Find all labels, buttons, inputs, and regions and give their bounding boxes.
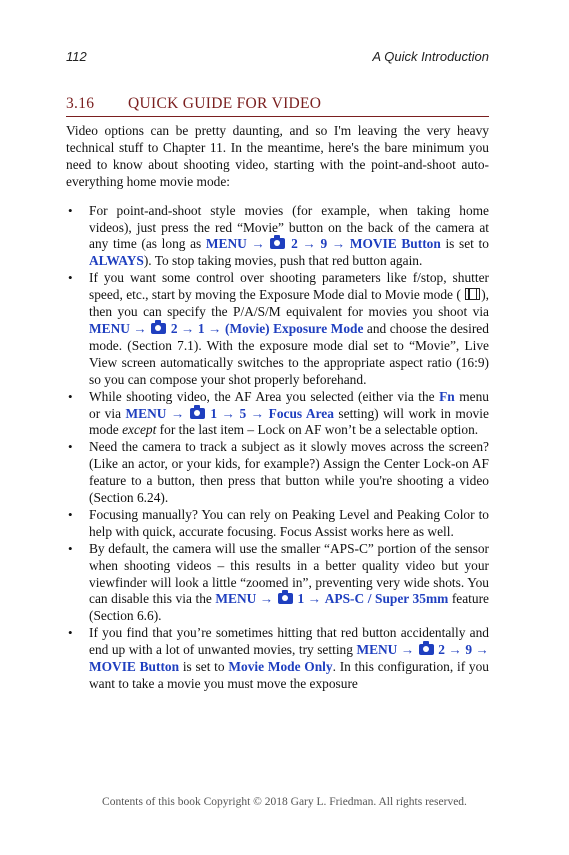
bullet-text: ). To stop taking movies, push that red button again. [143, 253, 423, 269]
menu-item-name: Focus Area [268, 405, 334, 421]
camera-icon [278, 593, 293, 604]
bullet-text: . In this configuration, if you want to take a movie you must move the exposure [89, 659, 490, 691]
bullet-text: setting) will work in movie mode [89, 405, 489, 438]
bullet-text: and choose the desired mode. (Section 7.1). With the exposure mode dial set to “Movie”, Live View screen automatically switches to the appropriate aspect ratio (16:9) so you can compose your shot properly beforehand. [89, 320, 489, 387]
menu-item-name: MOVIE Button [349, 236, 441, 252]
menu-tab-number: 2 [291, 236, 298, 252]
menu-tab-number: 2 [438, 642, 445, 658]
camera-icon [190, 408, 205, 419]
page-body [66, 123, 489, 693]
camera-icon [270, 238, 285, 249]
right-arrow-icon: → [400, 642, 415, 658]
menu-page-number: 9 [320, 236, 328, 252]
right-arrow-icon: → [307, 591, 322, 607]
menu-keyword: MENU [215, 591, 257, 607]
bullet-text: is set to [179, 659, 229, 675]
camera-icon [419, 644, 434, 655]
bullet-text: Focusing manually? You can rely on Peaking Level and Peaking Color to help with quick, accurate focusing. Focus Assist works here as well. [89, 506, 489, 539]
bullet-text: While shooting video, the AF Area you selected (either via the [89, 388, 440, 404]
right-arrow-icon: → [133, 320, 147, 336]
camera-icon [151, 323, 166, 334]
list-item [66, 270, 489, 388]
bullet-text: is set to [440, 236, 489, 252]
bullet-text: for the last item – Lock on AF won’t be a selectable option. [156, 422, 479, 438]
emphasis-text: except [122, 422, 157, 438]
movie-film-icon [465, 288, 480, 300]
right-arrow-icon: → [251, 236, 265, 252]
right-arrow-icon: → [170, 405, 185, 421]
bullet-text: If you want some control over shooting parameters like f/stop, shutter speed, etc., start by moving the Exposure Mode dial to Movie mode ( [89, 270, 489, 303]
section-title: QUICK GUIDE FOR VIDEO [128, 95, 322, 112]
list-item [66, 541, 489, 626]
menu-item-name: MOVIE Button [89, 659, 180, 675]
list-item [66, 203, 489, 271]
right-arrow-icon: → [448, 642, 462, 658]
bullet-text: Need the camera to track a subject as it slowly moves across the screen? (Like an actor, or your kids, for example?) Assign the Center Lock-on AF feature to a button, then press that button while you're shooting a video (Section 6.24). [89, 439, 489, 506]
menu-tab-number: 2 [170, 320, 178, 336]
menu-keyword: MENU [125, 405, 167, 421]
menu-page-number: 1 [197, 320, 205, 336]
menu-keyword: MENU [89, 320, 130, 336]
bullet-list [66, 203, 489, 693]
right-arrow-icon: → [331, 236, 346, 252]
bullet-text: For point-and-shoot style movies (for example, when taking home videos), just press the red “Movie” button on the back of the camera at any time (as long as [89, 202, 489, 252]
bullet-text: feature (Section 6.6). [89, 591, 489, 624]
menu-tab-number: 1 [297, 591, 305, 607]
bullet-text: If you find that you’re sometimes hitting that red button accidentally and end up with a lot of unwanted movies, try setting [89, 625, 489, 658]
list-item [66, 507, 489, 541]
right-arrow-icon: → [475, 642, 489, 658]
right-arrow-icon: → [259, 591, 274, 607]
list-item [66, 439, 489, 507]
menu-page-number: 5 [239, 405, 247, 421]
menu-keyword: MENU [356, 642, 398, 658]
bullet-text: By default, the camera will use the smaller “APS-C” portion of the sensor when shooting videos – this results in a better quality video but your viewfinder will look a little “zoomed in”, preventing very wide shots. You can disable this via the [89, 540, 489, 607]
menu-page-number: 9 [465, 642, 473, 658]
intro-paragraph: Video options can be pretty daunting, and so I'm leaving the very heavy technical stuff to Chapter 11. In the meantime, here's the bare minimum you need to know about shooting video, starting with the point-and-shoot auto-everything home movie mode: [66, 123, 489, 189]
section-number: 3.16 [66, 95, 95, 112]
bullet-text: ), then you can specify the P/A/S/M equivalent for movies you shoot via [89, 287, 489, 320]
setting-value: ALWAYS [89, 253, 144, 269]
setting-value: Movie Mode Only [228, 659, 333, 675]
page-number: 112 [66, 49, 87, 64]
right-arrow-icon: → [250, 405, 265, 421]
section-heading [66, 95, 489, 117]
menu-keyword: MENU [205, 236, 247, 252]
fn-keyword: Fn [439, 388, 455, 404]
list-item [66, 625, 489, 693]
right-arrow-icon: → [221, 405, 236, 421]
menu-tab-number: 1 [210, 405, 218, 421]
copyright-footer: Contents of this book Copyright © 2018 Gary L. Friedman. All rights reserved. [102, 796, 467, 808]
menu-item-name: APS-C / Super 35mm [324, 591, 449, 607]
menu-item-name: (Movie) Exposure Mode [225, 320, 364, 336]
right-arrow-icon: → [208, 320, 222, 336]
right-arrow-icon: → [181, 320, 195, 336]
running-header [66, 49, 489, 64]
bullet-text: menu or via [89, 388, 489, 421]
running-title: A Quick Introduction [372, 49, 489, 64]
right-arrow-icon: → [302, 236, 316, 252]
list-item [66, 389, 489, 440]
